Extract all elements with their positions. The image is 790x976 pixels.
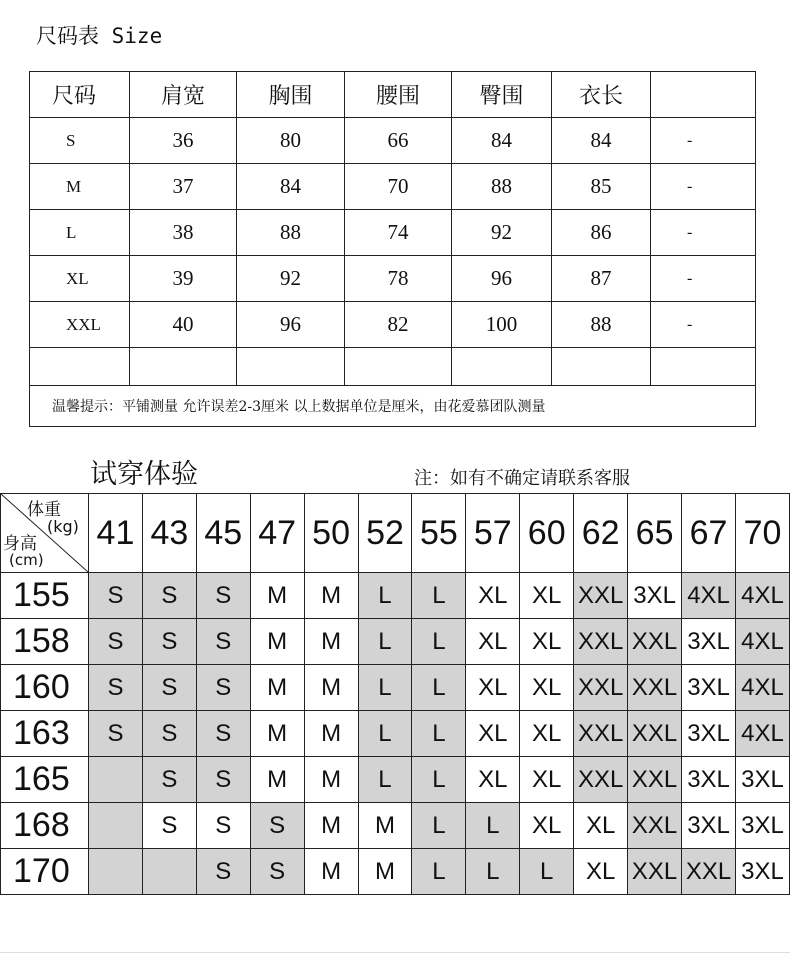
fit-size-cell: XXL [574, 757, 628, 803]
fit-size-cell: M [304, 619, 358, 665]
fit-size-cell: S [89, 619, 143, 665]
size-value-cell: 70 [345, 164, 452, 210]
fit-size-cell: XXL [628, 619, 682, 665]
height-cell: 168 [1, 803, 89, 849]
fit-size-cell: 3XL [628, 573, 682, 619]
fit-size-cell: XXL [628, 757, 682, 803]
fit-size-cell: M [304, 849, 358, 895]
weight-header-cell: 41 [89, 494, 143, 573]
fit-size-cell: M [304, 803, 358, 849]
fit-size-cell: 3XL [682, 757, 736, 803]
size-label-cell: XXL [30, 302, 130, 348]
size-row [30, 118, 756, 164]
fit-row [1, 573, 790, 619]
weight-label: 体重 [27, 500, 61, 520]
fit-size-cell: S [89, 573, 143, 619]
fit-size-cell: XXL [574, 711, 628, 757]
size-label-cell: XL [30, 256, 130, 302]
size-value-cell: 96 [452, 256, 552, 302]
size-row [30, 210, 756, 256]
fit-size-cell: S [142, 757, 196, 803]
size-empty-cell [345, 348, 452, 386]
fit-size-cell: XL [574, 803, 628, 849]
size-value-cell: 36 [130, 118, 237, 164]
fit-size-cell: 3XL [682, 803, 736, 849]
fit-size-cell: XL [520, 757, 574, 803]
size-empty-row [30, 348, 756, 386]
size-chart-table [29, 71, 756, 427]
fit-size-cell: 4XL [736, 573, 790, 619]
fit-size-cell: L [358, 573, 412, 619]
size-value-cell: 88 [237, 210, 345, 256]
fit-size-cell: 3XL [682, 619, 736, 665]
fit-size-cell: XXL [574, 665, 628, 711]
size-value-cell: 87 [552, 256, 651, 302]
size-value-cell: 82 [345, 302, 452, 348]
size-value-cell: 38 [130, 210, 237, 256]
fit-size-cell: XXL [628, 849, 682, 895]
fit-size-cell: L [412, 711, 466, 757]
size-header-cell: 胸围 [237, 72, 345, 118]
height-cell: 163 [1, 711, 89, 757]
size-label-cell: L [30, 210, 130, 256]
fit-size-cell: L [358, 665, 412, 711]
fit-size-cell: 3XL [682, 711, 736, 757]
fit-size-cell [89, 757, 143, 803]
fit-size-cell: XL [574, 849, 628, 895]
size-header-cell: 衣长 [552, 72, 651, 118]
size-value-cell: 88 [452, 164, 552, 210]
weight-header-cell: 67 [682, 494, 736, 573]
size-value-cell: 92 [452, 210, 552, 256]
fit-size-cell: XXL [682, 849, 736, 895]
size-value-cell: 96 [237, 302, 345, 348]
height-cell: 155 [1, 573, 89, 619]
size-empty-cell [30, 348, 130, 386]
fit-size-cell: L [412, 665, 466, 711]
weight-header-cell: 70 [736, 494, 790, 573]
size-row [30, 302, 756, 348]
fit-size-cell: S [142, 711, 196, 757]
fit-size-cell: 3XL [736, 757, 790, 803]
fit-size-cell: S [89, 665, 143, 711]
size-value-cell: 85 [552, 164, 651, 210]
weight-header-cell: 43 [142, 494, 196, 573]
size-value-cell: - [651, 302, 756, 348]
fit-size-cell: M [304, 711, 358, 757]
fit-size-cell: XXL [574, 573, 628, 619]
fit-size-cell: S [196, 757, 250, 803]
height-cell: 170 [1, 849, 89, 895]
fit-size-cell: XL [520, 803, 574, 849]
fit-size-cell: XXL [628, 803, 682, 849]
fit-size-cell: L [412, 849, 466, 895]
fit-size-cell: M [304, 573, 358, 619]
fit-size-cell: S [142, 619, 196, 665]
size-header-cell [651, 72, 756, 118]
fit-size-cell [89, 803, 143, 849]
size-value-cell: 80 [237, 118, 345, 164]
height-label: 身高 [3, 534, 37, 554]
size-value-cell: 84 [552, 118, 651, 164]
fit-size-cell: L [358, 619, 412, 665]
size-empty-cell [130, 348, 237, 386]
fit-size-cell [142, 849, 196, 895]
size-value-cell: 78 [345, 256, 452, 302]
fit-size-cell: 4XL [736, 619, 790, 665]
size-row [30, 256, 756, 302]
size-value-cell: 74 [345, 210, 452, 256]
height-cell: 160 [1, 665, 89, 711]
fit-size-cell: L [412, 803, 466, 849]
fit-row [1, 849, 790, 895]
size-value-cell: - [651, 256, 756, 302]
fit-size-cell: XL [520, 665, 574, 711]
weight-header-cell: 62 [574, 494, 628, 573]
size-empty-cell [552, 348, 651, 386]
bottom-divider [0, 952, 790, 953]
fit-size-cell: L [412, 573, 466, 619]
contact-note: 注：如有不确定请联系客服 [414, 468, 630, 489]
size-value-cell: 84 [237, 164, 345, 210]
fit-row [1, 803, 790, 849]
fit-size-cell: L [412, 619, 466, 665]
fit-size-cell: M [250, 665, 304, 711]
fit-size-cell: S [196, 573, 250, 619]
fit-size-cell: 3XL [736, 803, 790, 849]
weight-header-cell: 47 [250, 494, 304, 573]
weight-header-cell: 55 [412, 494, 466, 573]
fit-size-cell: 4XL [736, 711, 790, 757]
size-label-cell: S [30, 118, 130, 164]
size-value-cell: 39 [130, 256, 237, 302]
size-empty-cell [452, 348, 552, 386]
fit-size-cell: XXL [628, 665, 682, 711]
fit-row [1, 665, 790, 711]
fit-size-cell: S [250, 803, 304, 849]
weight-header-cell: 52 [358, 494, 412, 573]
weight-unit: (kg) [47, 517, 79, 536]
fit-size-cell: XXL [628, 711, 682, 757]
size-value-cell: 66 [345, 118, 452, 164]
fit-size-cell: L [466, 803, 520, 849]
size-value-cell: - [651, 118, 756, 164]
fit-size-cell: M [250, 573, 304, 619]
fit-row [1, 757, 790, 803]
fit-size-cell: S [142, 803, 196, 849]
size-header-cell: 肩宽 [130, 72, 237, 118]
fit-chart-table [0, 493, 790, 895]
fit-size-cell: XL [520, 619, 574, 665]
size-header-cell: 腰围 [345, 72, 452, 118]
weight-header-cell: 50 [304, 494, 358, 573]
measurement-note: 温馨提示：平铺测量 允许误差2-3厘米 以上数据单位是厘米，由花爱慕团队测量 [30, 386, 756, 427]
size-value-cell: 92 [237, 256, 345, 302]
weight-header-cell: 65 [628, 494, 682, 573]
fit-chart-title: 试穿体验 [90, 459, 198, 490]
size-chart-title: 尺码表 Size [36, 24, 163, 48]
fit-size-cell: S [196, 803, 250, 849]
size-note-row [30, 386, 756, 427]
fit-size-cell: L [520, 849, 574, 895]
weight-header-cell: 57 [466, 494, 520, 573]
height-cell: 158 [1, 619, 89, 665]
fit-size-cell: L [358, 711, 412, 757]
weight-header-cell: 60 [520, 494, 574, 573]
fit-size-cell: XL [466, 757, 520, 803]
size-value-cell: 100 [452, 302, 552, 348]
size-value-cell: 37 [130, 164, 237, 210]
fit-size-cell: S [196, 619, 250, 665]
size-row [30, 164, 756, 210]
fit-size-cell: XL [520, 711, 574, 757]
fit-size-cell: L [466, 849, 520, 895]
height-unit: (cm) [9, 551, 44, 569]
fit-size-cell: M [304, 665, 358, 711]
fit-size-cell: S [142, 665, 196, 711]
fit-size-cell: S [89, 711, 143, 757]
fit-size-cell: M [358, 803, 412, 849]
size-value-cell: - [651, 210, 756, 256]
fit-size-cell [89, 849, 143, 895]
size-label-cell: M [30, 164, 130, 210]
fit-size-cell: 3XL [736, 849, 790, 895]
size-header-cell: 尺码 [30, 72, 130, 118]
fit-size-cell: L [412, 757, 466, 803]
weight-header-cell: 45 [196, 494, 250, 573]
fit-size-cell: S [196, 849, 250, 895]
size-empty-cell [237, 348, 345, 386]
height-cell: 165 [1, 757, 89, 803]
fit-size-cell: XL [466, 619, 520, 665]
fit-size-cell: M [304, 757, 358, 803]
fit-size-cell: XL [466, 573, 520, 619]
fit-size-cell: S [196, 711, 250, 757]
size-value-cell: - [651, 164, 756, 210]
fit-size-cell: XL [520, 573, 574, 619]
size-value-cell: 40 [130, 302, 237, 348]
fit-size-cell: XXL [574, 619, 628, 665]
fit-size-cell: S [196, 665, 250, 711]
size-value-cell: 86 [552, 210, 651, 256]
fit-size-cell: M [250, 757, 304, 803]
size-value-cell: 88 [552, 302, 651, 348]
corner-cell [1, 494, 89, 573]
fit-row [1, 711, 790, 757]
fit-size-cell: 4XL [736, 665, 790, 711]
fit-header-row [1, 494, 790, 573]
corner-header [1, 494, 88, 572]
fit-size-cell: XL [466, 711, 520, 757]
fit-size-cell: M [250, 619, 304, 665]
size-empty-cell [651, 348, 756, 386]
fit-size-cell: XL [466, 665, 520, 711]
size-value-cell: 84 [452, 118, 552, 164]
size-header-cell: 臀围 [452, 72, 552, 118]
fit-size-cell: 3XL [682, 665, 736, 711]
size-header-row [30, 72, 756, 118]
fit-size-cell: M [358, 849, 412, 895]
fit-size-cell: S [142, 573, 196, 619]
fit-size-cell: L [358, 757, 412, 803]
fit-size-cell: S [250, 849, 304, 895]
fit-size-cell: M [250, 711, 304, 757]
fit-row [1, 619, 790, 665]
fit-size-cell: 4XL [682, 573, 736, 619]
